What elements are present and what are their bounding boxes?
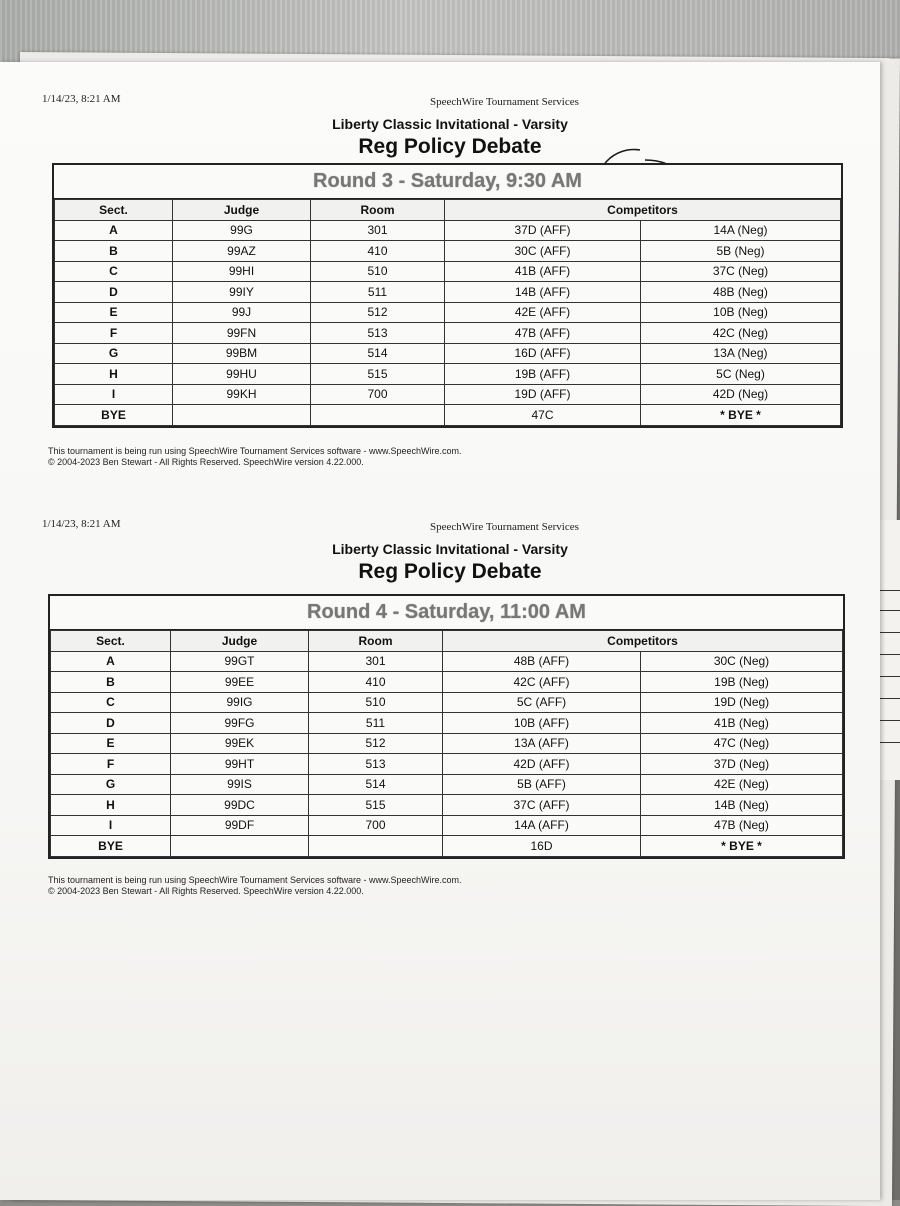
room-cell: 513: [311, 323, 445, 344]
table-row: [51, 754, 843, 775]
judge-cell: 99DF: [171, 815, 309, 836]
judge-cell: 99IS: [171, 774, 309, 795]
bye-mark: * BYE *: [641, 836, 843, 857]
table-row: [51, 733, 843, 754]
round-title: Round 3 - Saturday, 9:30 AM: [54, 165, 841, 199]
bye-team: 47C: [445, 405, 641, 426]
footer: [48, 446, 462, 468]
aff-cell: 19D (AFF): [445, 384, 641, 405]
aff-cell: 14A (AFF): [443, 815, 641, 836]
table-row: [51, 672, 843, 693]
table-row: [55, 302, 841, 323]
sect-cell: H: [55, 364, 173, 385]
event-title: Liberty Classic Invitational - Varsity: [332, 541, 568, 557]
aff-cell: 30C (AFF): [445, 241, 641, 262]
room-cell: 700: [311, 384, 445, 405]
pairings-table: [48, 594, 845, 859]
room-cell: 514: [309, 774, 443, 795]
col-header-sect: Sect.: [51, 631, 171, 652]
table-edge-line: [879, 742, 900, 743]
table-edge-line: [879, 676, 900, 677]
bye-row: [51, 836, 843, 857]
table-row: [55, 220, 841, 241]
room-cell: 512: [311, 302, 445, 323]
sect-cell: F: [51, 754, 171, 775]
judge-cell: 99DC: [171, 795, 309, 816]
aff-cell: 19B (AFF): [445, 364, 641, 385]
sect-cell: F: [55, 323, 173, 344]
neg-cell: 5B (Neg): [641, 241, 841, 262]
col-header-judge: Judge: [173, 200, 311, 221]
sect-cell: I: [55, 384, 173, 405]
room-cell: 510: [311, 261, 445, 282]
footer-software-note: This tournament is being run using SpeechWire Tournament Services software - www.SpeechWire.com.: [48, 446, 462, 456]
neg-cell: 19D (Neg): [641, 692, 843, 713]
table-row: [51, 815, 843, 836]
room-cell: 410: [311, 241, 445, 262]
neg-cell: 48B (Neg): [641, 282, 841, 303]
neg-cell: 47C (Neg): [641, 733, 843, 754]
room-cell: 515: [311, 364, 445, 385]
table-row: [51, 713, 843, 734]
room-cell: 513: [309, 754, 443, 775]
room-cell: 512: [309, 733, 443, 754]
sect-cell: I: [51, 815, 171, 836]
aff-cell: 10B (AFF): [443, 713, 641, 734]
sect-cell: A: [51, 651, 171, 672]
judge-cell: [173, 405, 311, 426]
room-cell: 511: [311, 282, 445, 303]
room-cell: 700: [309, 815, 443, 836]
judge-cell: 99HI: [173, 261, 311, 282]
round-4-section: [0, 487, 880, 907]
col-header-competitors: Competitors: [443, 631, 843, 652]
table-row: [55, 241, 841, 262]
bye-team: 16D: [443, 836, 641, 857]
sect-cell: B: [55, 241, 173, 262]
neg-cell: 41B (Neg): [641, 713, 843, 734]
table-edge-line: [879, 698, 900, 699]
footer: [48, 875, 462, 897]
neg-cell: 19B (Neg): [641, 672, 843, 693]
division-title: Reg Policy Debate: [358, 135, 542, 158]
neg-cell: 37C (Neg): [641, 261, 841, 282]
judge-cell: 99EE: [171, 672, 309, 693]
room-cell: [311, 405, 445, 426]
aff-cell: 48B (AFF): [443, 651, 641, 672]
sect-cell: B: [51, 672, 171, 693]
judge-cell: 99IG: [171, 692, 309, 713]
neg-cell: 14B (Neg): [641, 795, 843, 816]
sect-cell: C: [51, 692, 171, 713]
pairings-sheet: [0, 62, 880, 1200]
neg-cell: 5C (Neg): [641, 364, 841, 385]
aff-cell: 42D (AFF): [443, 754, 641, 775]
col-header-sect: Sect.: [55, 200, 173, 221]
neg-cell: 10B (Neg): [641, 302, 841, 323]
sect-cell: C: [55, 261, 173, 282]
header-row: [51, 631, 843, 652]
aff-cell: 41B (AFF): [445, 261, 641, 282]
judge-cell: 99HU: [173, 364, 311, 385]
table-edge-line: [879, 610, 900, 611]
table-row: [55, 323, 841, 344]
col-header-competitors: Competitors: [445, 200, 841, 221]
aff-cell: 14B (AFF): [445, 282, 641, 303]
aff-cell: 13A (AFF): [443, 733, 641, 754]
event-title: Liberty Classic Invitational - Varsity: [332, 116, 568, 132]
table-edge-line: [879, 632, 900, 633]
table-edge-line: [879, 720, 900, 721]
round-3-section: [0, 62, 880, 482]
room-cell: 515: [309, 795, 443, 816]
room-cell: 301: [311, 220, 445, 241]
room-cell: 410: [309, 672, 443, 693]
print-datetime: 1/14/23, 8:21 AM: [42, 93, 121, 105]
judge-cell: 99EK: [171, 733, 309, 754]
judge-cell: 99J: [173, 302, 311, 323]
sect-cell: E: [51, 733, 171, 754]
service-name: SpeechWire Tournament Services: [430, 521, 579, 533]
table-row: [51, 795, 843, 816]
aff-cell: 42C (AFF): [443, 672, 641, 693]
col-header-judge: Judge: [171, 631, 309, 652]
judge-cell: 99AZ: [173, 241, 311, 262]
table-row: [55, 261, 841, 282]
table-edge-line: [879, 654, 900, 655]
neg-cell: 14A (Neg): [641, 220, 841, 241]
judge-cell: 99FG: [171, 713, 309, 734]
table-row: [55, 384, 841, 405]
room-cell: 511: [309, 713, 443, 734]
room-cell: 510: [309, 692, 443, 713]
neg-cell: 13A (Neg): [641, 343, 841, 364]
aff-cell: 5C (AFF): [443, 692, 641, 713]
neg-cell: 30C (Neg): [641, 651, 843, 672]
sect-cell: D: [51, 713, 171, 734]
sect-cell: E: [55, 302, 173, 323]
neg-cell: 47B (Neg): [641, 815, 843, 836]
table-edge-line: [879, 590, 900, 591]
sect-cell: H: [51, 795, 171, 816]
sect-cell: A: [55, 220, 173, 241]
sect-cell: G: [55, 343, 173, 364]
col-header-room: Room: [311, 200, 445, 221]
aff-cell: 5B (AFF): [443, 774, 641, 795]
judge-cell: [171, 836, 309, 857]
judge-cell: 99BM: [173, 343, 311, 364]
footer-copyright: © 2004-2023 Ben Stewart - All Rights Reserved. SpeechWire version 4.22.000.: [48, 457, 364, 467]
neg-cell: 42C (Neg): [641, 323, 841, 344]
table-row: [51, 774, 843, 795]
bye-row: [55, 405, 841, 426]
bye-mark: * BYE *: [641, 405, 841, 426]
service-name: SpeechWire Tournament Services: [430, 96, 579, 108]
bye-label: BYE: [51, 836, 171, 857]
judge-cell: 99G: [173, 220, 311, 241]
footer-software-note: This tournament is being run using SpeechWire Tournament Services software - www.SpeechWire.com.: [48, 875, 462, 885]
aff-cell: 37D (AFF): [445, 220, 641, 241]
pairings-grid: [50, 630, 843, 857]
neg-cell: 37D (Neg): [641, 754, 843, 775]
table-row: [55, 282, 841, 303]
aff-cell: 47B (AFF): [445, 323, 641, 344]
bye-label: BYE: [55, 405, 173, 426]
aff-cell: 37C (AFF): [443, 795, 641, 816]
judge-cell: 99HT: [171, 754, 309, 775]
table-row: [51, 651, 843, 672]
aff-cell: 16D (AFF): [445, 343, 641, 364]
header-row: [55, 200, 841, 221]
room-cell: [309, 836, 443, 857]
table-row: [55, 364, 841, 385]
neg-cell: 42D (Neg): [641, 384, 841, 405]
sect-cell: D: [55, 282, 173, 303]
table-row: [55, 343, 841, 364]
aff-cell: 42E (AFF): [445, 302, 641, 323]
judge-cell: 99KH: [173, 384, 311, 405]
col-header-room: Room: [309, 631, 443, 652]
footer-copyright: © 2004-2023 Ben Stewart - All Rights Reserved. SpeechWire version 4.22.000.: [48, 886, 364, 896]
pairings-table: [52, 163, 843, 428]
print-datetime: 1/14/23, 8:21 AM: [42, 518, 121, 530]
room-cell: 514: [311, 343, 445, 364]
division-title: Reg Policy Debate: [358, 560, 542, 583]
sect-cell: G: [51, 774, 171, 795]
table-row: [51, 692, 843, 713]
neg-cell: 42E (Neg): [641, 774, 843, 795]
pairings-grid: [54, 199, 841, 426]
judge-cell: 99GT: [171, 651, 309, 672]
judge-cell: 99FN: [173, 323, 311, 344]
room-cell: 301: [309, 651, 443, 672]
judge-cell: 99IY: [173, 282, 311, 303]
round-title: Round 4 - Saturday, 11:00 AM: [50, 596, 843, 630]
